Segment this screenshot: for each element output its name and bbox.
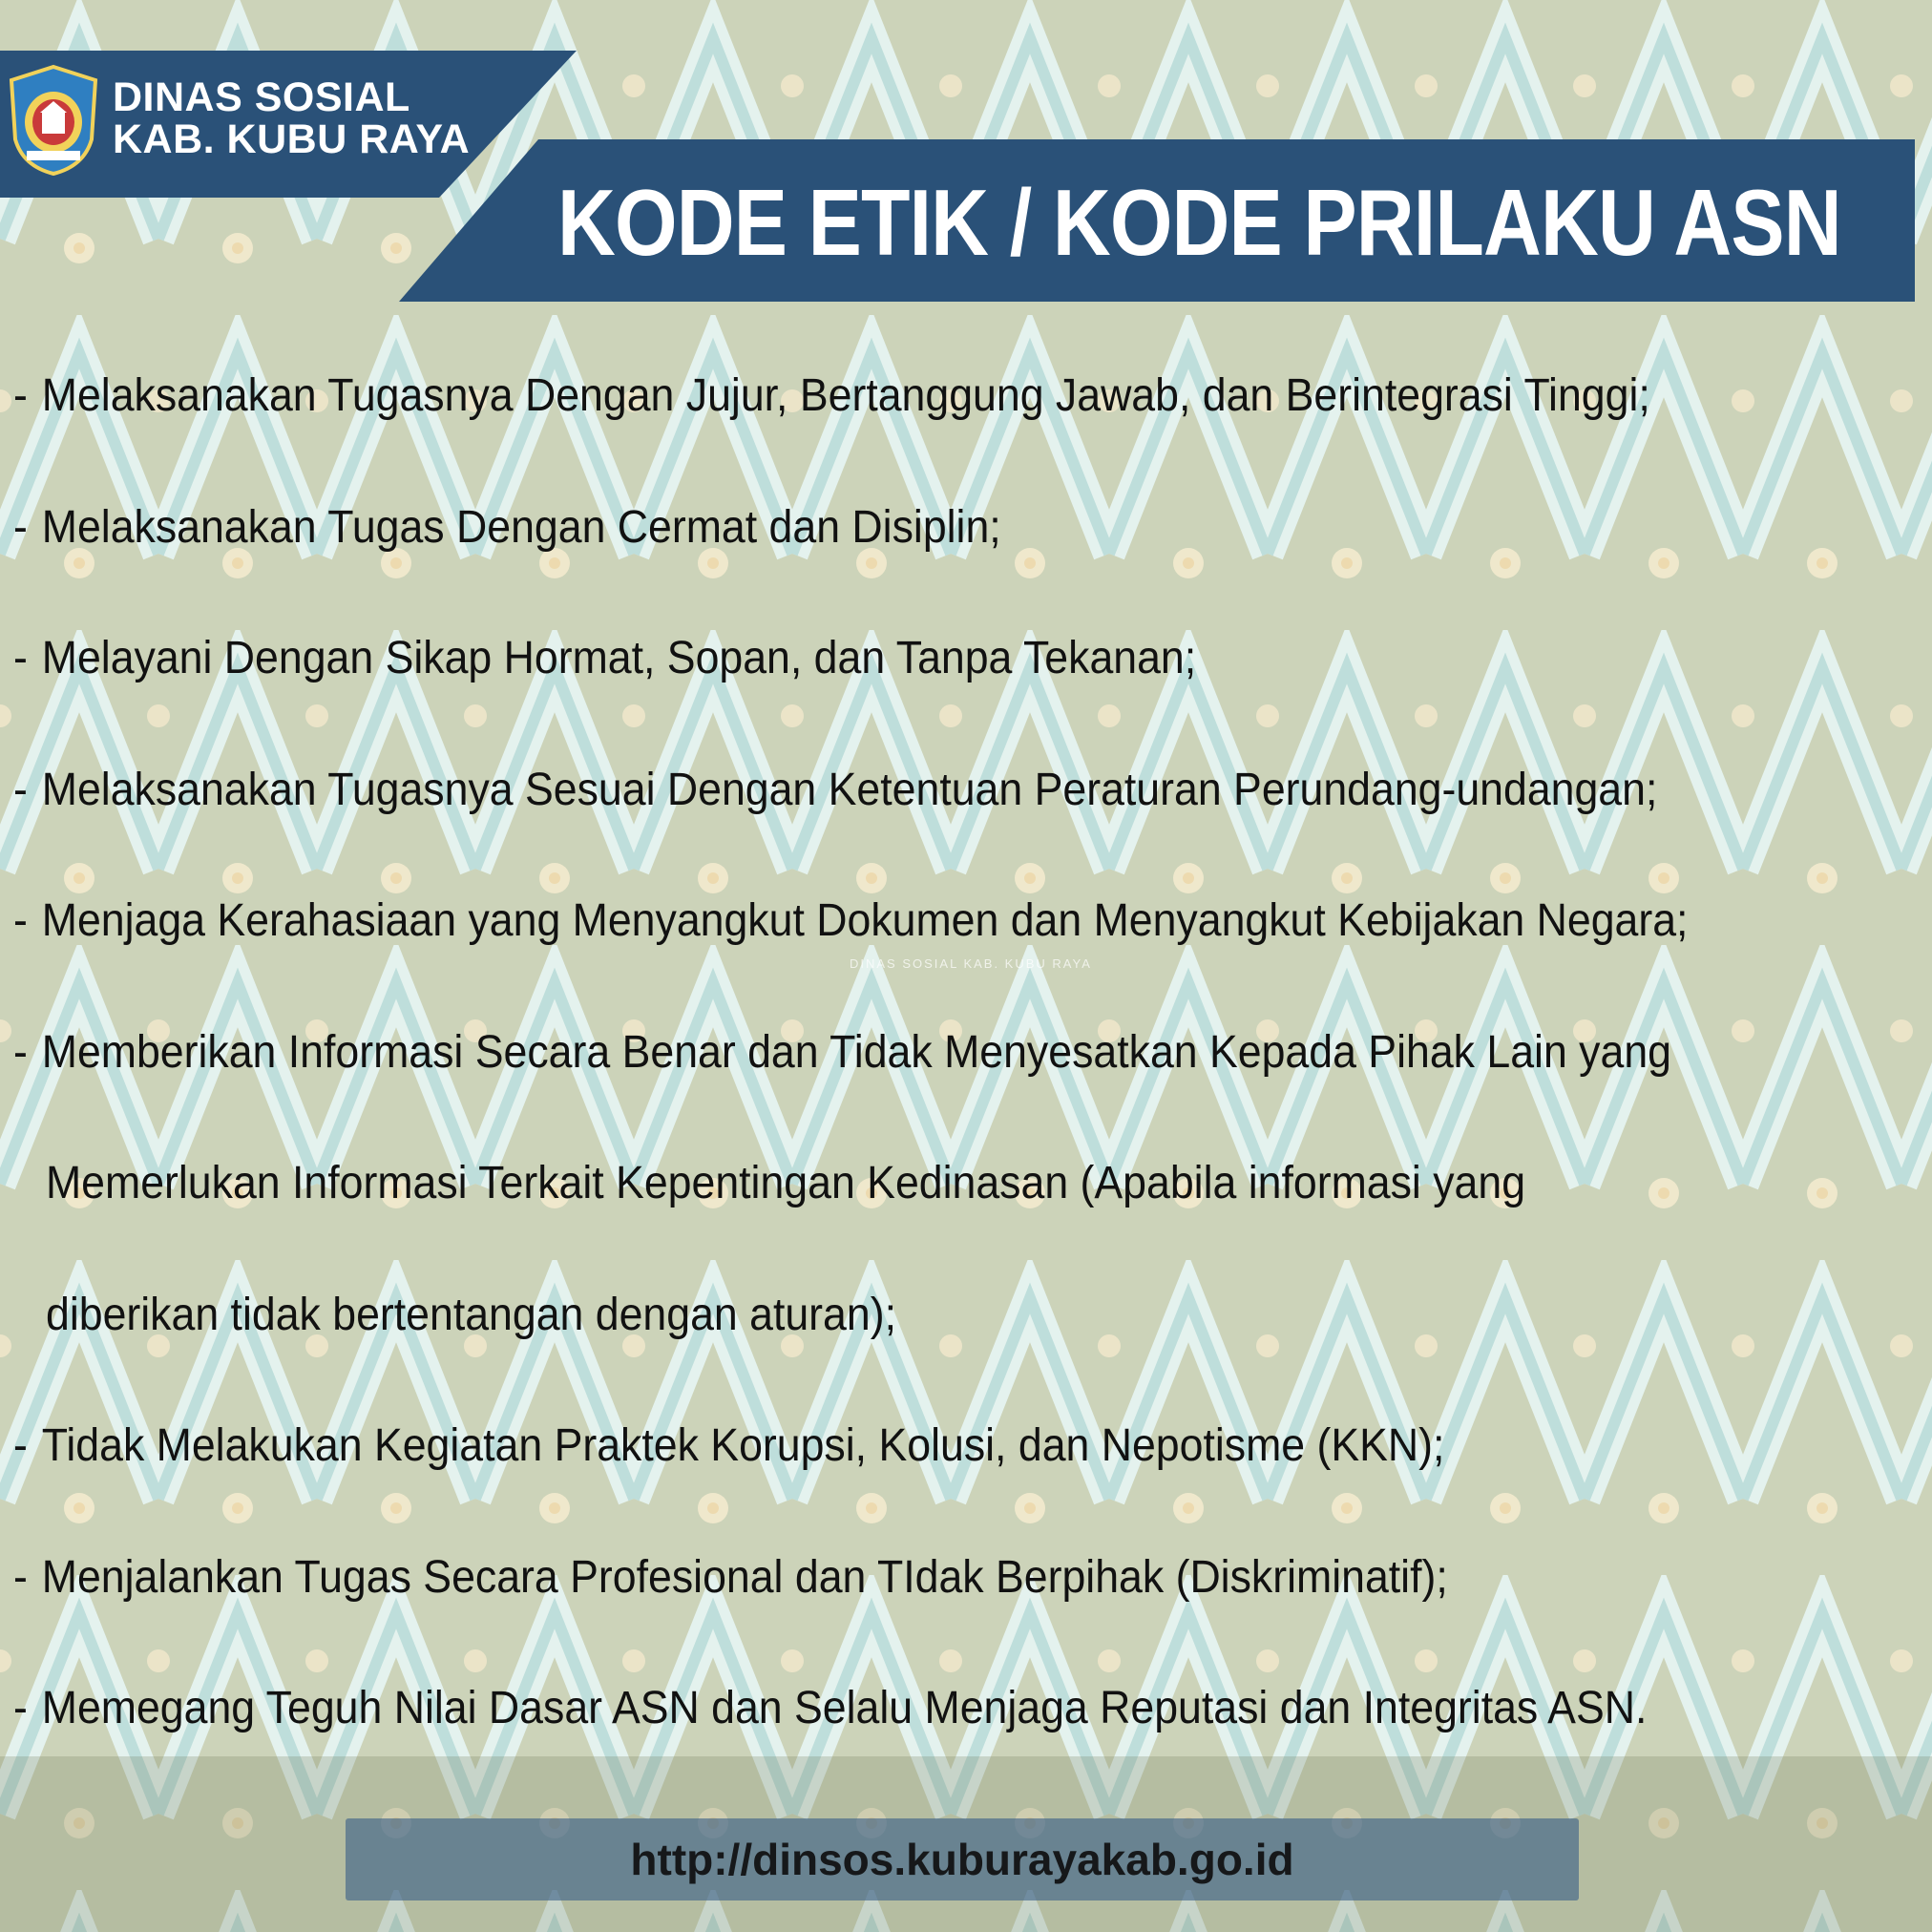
list-item bbox=[13, 630, 1196, 687]
list-item-continuation bbox=[46, 1287, 896, 1344]
list-item-text: Tidak Melakukan Kegiatan Praktek Korupsi, Kolusi, dan Nepotisme (KKN); bbox=[41, 1420, 1445, 1471]
list-item bbox=[13, 1418, 1444, 1475]
bullet-dash: - bbox=[13, 895, 28, 946]
bullet-dash: - bbox=[13, 633, 28, 683]
list-item-text: Melaksanakan Tugasnya Dengan Jujur, Bertanggung Jawab, dan Berintegrasi Tinggi; bbox=[41, 370, 1650, 421]
list-item bbox=[13, 368, 1650, 425]
list-item-text: Melaksanakan Tugas Dengan Cermat dan Disiplin; bbox=[41, 502, 1001, 553]
list-item-text: Memberikan Informasi Secara Benar dan Tidak Menyesatkan Kepada Pihak Lain yang bbox=[41, 1027, 1671, 1078]
bullet-dash: - bbox=[13, 1552, 28, 1603]
list-item-text: Memegang Teguh Nilai Dasar ASN dan Selalu Menjaga Reputasi dan Integritas ASN. bbox=[41, 1683, 1648, 1733]
bullet-dash: - bbox=[13, 765, 28, 815]
bullet-dash: - bbox=[13, 1420, 28, 1471]
bullet-dash: - bbox=[13, 370, 28, 421]
list-item-text: Memerlukan Informasi Terkait Kepentingan Kedinasan (Apabila informasi yang bbox=[46, 1158, 1526, 1208]
list-item bbox=[13, 892, 1688, 950]
website-link[interactable]: http://dinsos.kuburayakab.go.id bbox=[630, 1835, 1294, 1884]
list-item bbox=[13, 1024, 1671, 1082]
list-item-continuation bbox=[46, 1155, 1525, 1212]
bullet-dash: - bbox=[13, 502, 28, 553]
organization-line-2: KAB. KUBU RAYA bbox=[113, 116, 471, 162]
bullet-dash: - bbox=[13, 1683, 28, 1733]
list-item bbox=[13, 1680, 1647, 1737]
list-item bbox=[13, 762, 1657, 819]
list-item-text: Melayani Dengan Sikap Hormat, Sopan, dan Tanpa Tekanan; bbox=[41, 633, 1197, 683]
list-item-text: Menjalankan Tugas Secara Profesional dan TIdak Berpihak (Diskriminatif); bbox=[41, 1552, 1448, 1603]
list-item-text: Melaksanakan Tugasnya Sesuai Dengan Ketentuan Peraturan Perundang-undangan; bbox=[41, 765, 1658, 815]
list-item bbox=[13, 499, 1001, 556]
kubu-raya-emblem-icon bbox=[8, 63, 99, 178]
watermark: DINAS SOSIAL KAB. KUBU RAYA bbox=[850, 956, 1092, 971]
page-title: KODE ETIK / KODE PRILAKU ASN bbox=[557, 170, 1841, 275]
list-item-text: diberikan tidak bertentangan dengan aturan); bbox=[46, 1290, 896, 1340]
bullet-dash: - bbox=[13, 1027, 28, 1078]
list-item-text: Menjaga Kerahasiaan yang Menyangkut Dokumen dan Menyangkut Kebijakan Negara; bbox=[41, 895, 1689, 946]
organization-line-1: DINAS SOSIAL bbox=[113, 74, 410, 120]
list-item bbox=[13, 1549, 1448, 1606]
